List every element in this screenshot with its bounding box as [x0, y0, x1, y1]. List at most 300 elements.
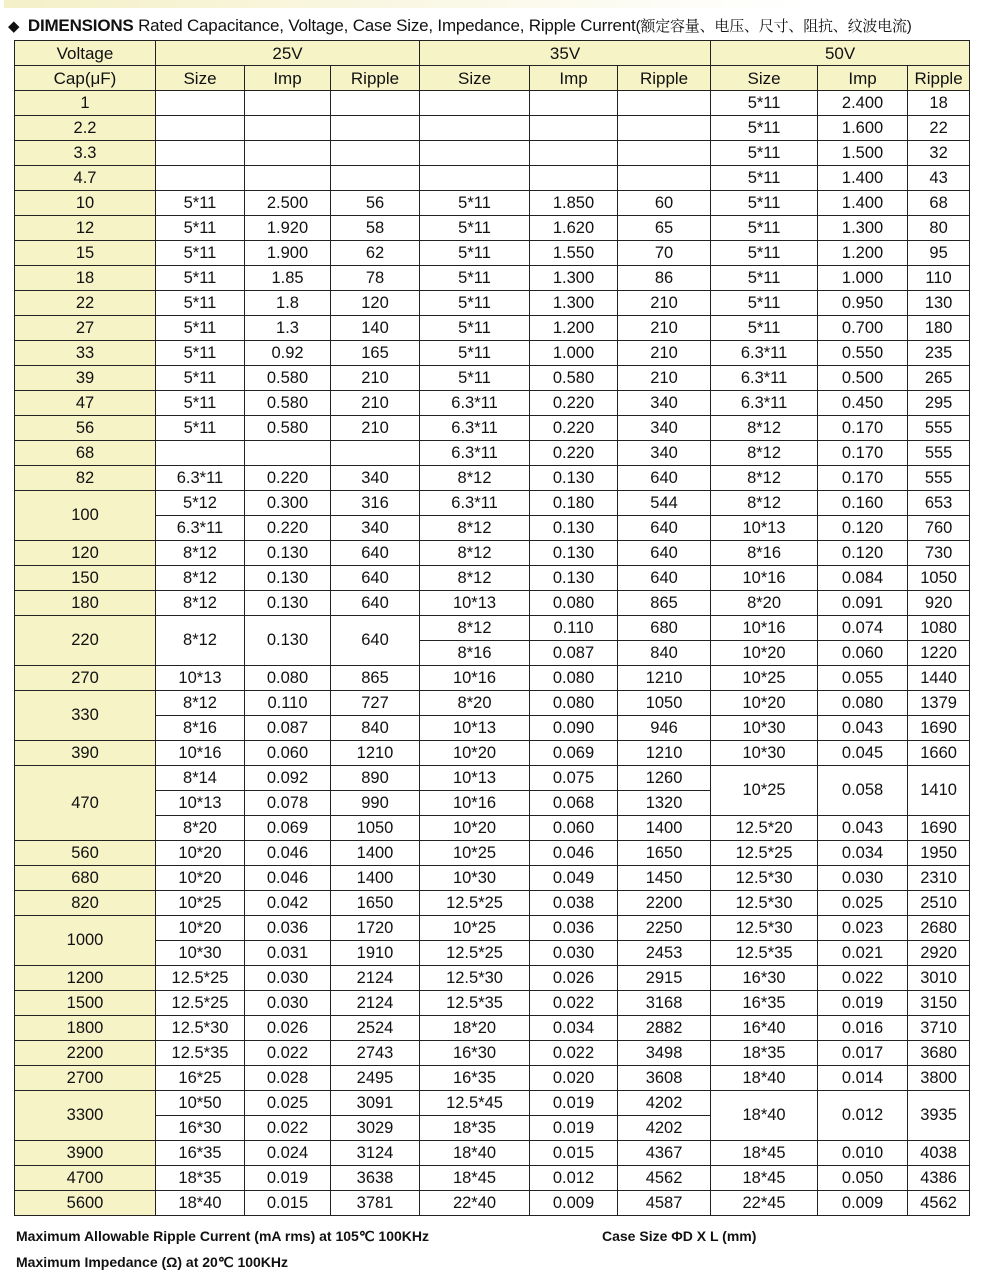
v35-ripple-cell [618, 141, 711, 166]
capacitance-cell: 15 [15, 241, 156, 266]
v35-ripple-cell: 3498 [618, 1041, 711, 1066]
v50-ripple-cell: 2310 [908, 866, 970, 891]
v35-ripple-cell: 544 [618, 491, 711, 516]
col-size: Size [156, 66, 245, 91]
v25-ripple-cell: 1400 [331, 866, 420, 891]
v25-ripple-cell: 58 [331, 216, 420, 241]
col-ripple: Ripple [618, 66, 711, 91]
v50-ripple-cell: 3010 [908, 966, 970, 991]
v25-imp-cell: 0.110 [245, 691, 331, 716]
v50-size-cell: 18*40 [711, 1066, 818, 1091]
v50-ripple-cell: 2510 [908, 891, 970, 916]
v35-imp-cell: 0.009 [530, 1191, 618, 1216]
v50-size-cell: 18*45 [711, 1141, 818, 1166]
v50-imp-cell: 0.091 [818, 591, 908, 616]
v50-ripple-cell: 130 [908, 291, 970, 316]
table-row [15, 941, 970, 966]
v25-size-cell: 5*11 [156, 291, 245, 316]
v25-ripple-cell: 840 [331, 716, 420, 741]
v25-imp-cell: 0.022 [245, 1116, 331, 1141]
v35-imp-cell: 0.049 [530, 866, 618, 891]
table-row [15, 141, 970, 166]
v25-ripple-cell: 56 [331, 191, 420, 216]
table-row [15, 416, 970, 441]
v50-size-cell: 5*11 [711, 266, 818, 291]
capacitance-cell: 2.2 [15, 116, 156, 141]
v25-imp-cell: 0.028 [245, 1066, 331, 1091]
table-row [15, 866, 970, 891]
v50-size-cell: 8*12 [711, 441, 818, 466]
v35-size-cell: 12.5*35 [420, 991, 530, 1016]
v35-ripple-cell: 4587 [618, 1191, 711, 1216]
v35-ripple-cell: 4367 [618, 1141, 711, 1166]
v35-imp-cell: 0.110 [530, 616, 618, 641]
v35-imp-cell: 0.034 [530, 1016, 618, 1041]
capacitance-cell: 1000 [15, 916, 156, 966]
v50-imp-cell: 0.016 [818, 1016, 908, 1041]
table-row [15, 741, 970, 766]
v50-ripple-cell: 1690 [908, 716, 970, 741]
v25-imp-cell: 0.130 [245, 591, 331, 616]
v35-ripple-cell: 640 [618, 466, 711, 491]
capacitance-cell: 1200 [15, 966, 156, 991]
v25-imp-cell: 0.060 [245, 741, 331, 766]
v35-imp-cell: 0.046 [530, 841, 618, 866]
v25-imp-cell: 0.046 [245, 841, 331, 866]
v25-size-cell: 5*11 [156, 216, 245, 241]
v35-ripple-cell [618, 116, 711, 141]
v25-ripple-cell: 120 [331, 291, 420, 316]
v50-imp-cell: 0.019 [818, 991, 908, 1016]
v35-size-cell: 8*20 [420, 691, 530, 716]
v25-size-cell: 12.5*30 [156, 1016, 245, 1041]
v25-size-cell: 16*35 [156, 1141, 245, 1166]
v35-imp-cell: 0.220 [530, 416, 618, 441]
col-imp: Imp [245, 66, 331, 91]
v35-size-cell: 5*11 [420, 341, 530, 366]
v25-size-cell: 5*11 [156, 391, 245, 416]
table-row [15, 991, 970, 1016]
v50-ripple-cell: 1440 [908, 666, 970, 691]
v50-imp-cell: 0.023 [818, 916, 908, 941]
v50-ripple-cell: 1220 [908, 641, 970, 666]
v25-size-cell: 12.5*35 [156, 1041, 245, 1066]
v25-ripple-cell: 3638 [331, 1166, 420, 1191]
v50-imp-cell: 2.400 [818, 91, 908, 116]
v35-imp-cell: 1.850 [530, 191, 618, 216]
v35-ripple-cell [618, 166, 711, 191]
v50-ripple-cell: 32 [908, 141, 970, 166]
v50-imp-cell: 1.600 [818, 116, 908, 141]
capacitance-cell: 330 [15, 691, 156, 741]
table-row [15, 466, 970, 491]
v50-size-cell: 5*11 [711, 191, 818, 216]
v35-ripple-cell: 210 [618, 366, 711, 391]
table-row [15, 891, 970, 916]
v50-ripple-cell: 1950 [908, 841, 970, 866]
v35-size-cell: 8*12 [420, 616, 530, 641]
v35-size-cell: 6.3*11 [420, 391, 530, 416]
v35-size-cell: 12.5*25 [420, 891, 530, 916]
v50-ripple-cell: 1660 [908, 741, 970, 766]
capacitance-cell: 1800 [15, 1016, 156, 1041]
v50-imp-cell: 0.055 [818, 666, 908, 691]
v50-size-cell: 5*11 [711, 216, 818, 241]
v25-size-cell: 8*16 [156, 716, 245, 741]
v25-ripple-cell: 340 [331, 516, 420, 541]
v35-imp-cell: 0.022 [530, 1041, 618, 1066]
v35-size-cell: 8*12 [420, 541, 530, 566]
v35-ripple-cell: 1450 [618, 866, 711, 891]
v50-imp-cell: 1.400 [818, 166, 908, 191]
v35-size-cell: 5*11 [420, 266, 530, 291]
v35-size-cell: 16*35 [420, 1066, 530, 1091]
v25-ripple-cell: 165 [331, 341, 420, 366]
v50-ripple-cell: 18 [908, 91, 970, 116]
v50-size-cell: 5*11 [711, 166, 818, 191]
table-row [15, 541, 970, 566]
v50-ripple-cell: 235 [908, 341, 970, 366]
v50-ripple-cell: 3800 [908, 1066, 970, 1091]
table-row [15, 916, 970, 941]
capacitance-cell: 1500 [15, 991, 156, 1016]
v25-size-cell [156, 166, 245, 191]
v50-imp-cell: 1.200 [818, 241, 908, 266]
case-size-note: Case Size ΦD X L (mm) [602, 1228, 757, 1244]
v25-imp-cell: 0.042 [245, 891, 331, 916]
v50-size-cell: 10*30 [711, 741, 818, 766]
v35-size-cell: 22*40 [420, 1191, 530, 1216]
v35-imp-cell: 0.026 [530, 966, 618, 991]
v50-ripple-cell: 2680 [908, 916, 970, 941]
v25-imp-cell [245, 91, 331, 116]
ripple-note: Maximum Allowable Ripple Current (mA rms) at 105℃ 100KHz [16, 1228, 430, 1244]
v35-imp-cell: 0.075 [530, 766, 618, 791]
capacitance-cell: 10 [15, 191, 156, 216]
v35-size-cell: 6.3*11 [420, 491, 530, 516]
v25-ripple-cell: 1650 [331, 891, 420, 916]
v50-ripple-cell: 22 [908, 116, 970, 141]
v25-size-cell: 18*35 [156, 1166, 245, 1191]
v35-imp-cell: 0.060 [530, 816, 618, 841]
v50-imp-cell: 0.170 [818, 441, 908, 466]
v35-ripple-cell: 65 [618, 216, 711, 241]
v35-imp-cell: 1.000 [530, 341, 618, 366]
v25-imp-cell: 0.130 [245, 616, 331, 666]
v25-imp-cell: 0.078 [245, 791, 331, 816]
v25-imp-cell: 0.087 [245, 716, 331, 741]
table-row [15, 166, 970, 191]
v35-size-cell: 10*20 [420, 741, 530, 766]
capacitance-cell: 470 [15, 766, 156, 841]
v35-size-cell: 10*25 [420, 916, 530, 941]
col-ripple: Ripple [908, 66, 970, 91]
v50-size-cell: 8*12 [711, 416, 818, 441]
v50-imp-cell: 0.014 [818, 1066, 908, 1091]
v35-size-cell: 10*25 [420, 841, 530, 866]
v35-ripple-cell: 210 [618, 291, 711, 316]
title-highlight [4, 0, 804, 8]
v25-size-cell: 5*11 [156, 241, 245, 266]
v25-imp-cell: 0.015 [245, 1191, 331, 1216]
v25-imp-cell: 0.092 [245, 766, 331, 791]
v25-ripple-cell: 3124 [331, 1141, 420, 1166]
diamond-icon: ◆ [8, 18, 20, 35]
table-row [15, 266, 970, 291]
v25-ripple-cell: 1400 [331, 841, 420, 866]
v25-ripple-cell: 990 [331, 791, 420, 816]
v35-ripple-cell [618, 91, 711, 116]
v35-ripple-cell: 1210 [618, 666, 711, 691]
v35-size-cell: 5*11 [420, 316, 530, 341]
table-row [15, 666, 970, 691]
title-chinese: (额定容量、电压、尺寸、阻抗、纹波电流) [635, 18, 912, 35]
title-bold: DIMENSIONS [27, 16, 134, 35]
v25-ripple-cell [331, 441, 420, 466]
v50-size-cell: 10*20 [711, 641, 818, 666]
v50-size-cell: 8*16 [711, 541, 818, 566]
v25-ripple-cell: 2524 [331, 1016, 420, 1041]
v50-imp-cell: 1.400 [818, 191, 908, 216]
v50-imp-cell: 0.060 [818, 641, 908, 666]
v25-size-cell: 8*20 [156, 816, 245, 841]
v50-ripple-cell: 43 [908, 166, 970, 191]
v35-ripple-cell: 4202 [618, 1091, 711, 1116]
v25-ripple-cell [331, 91, 420, 116]
capacitance-cell: 27 [15, 316, 156, 341]
v25-size-cell: 10*30 [156, 941, 245, 966]
v50-imp-cell: 0.170 [818, 466, 908, 491]
v35-ripple-cell: 2882 [618, 1016, 711, 1041]
v35-imp-cell: 1.550 [530, 241, 618, 266]
v35-imp-cell: 0.130 [530, 466, 618, 491]
v50-ripple-cell: 3935 [908, 1091, 970, 1141]
v25-imp-cell: 0.069 [245, 816, 331, 841]
v25-ripple-cell: 727 [331, 691, 420, 716]
v25-size-cell: 18*40 [156, 1191, 245, 1216]
v50-imp-cell: 0.030 [818, 866, 908, 891]
col-size: Size [420, 66, 530, 91]
v50-ripple-cell: 760 [908, 516, 970, 541]
impedance-note: Maximum Impedance (Ω) at 20℃ 100KHz [16, 1254, 289, 1270]
table-row [15, 1091, 970, 1116]
col-imp: Imp [530, 66, 618, 91]
v50-size-cell: 5*11 [711, 116, 818, 141]
table-row [15, 1041, 970, 1066]
v35-ripple-cell: 1210 [618, 741, 711, 766]
v35-size-cell: 6.3*11 [420, 441, 530, 466]
v35-ripple-cell: 60 [618, 191, 711, 216]
capacitance-cell: 82 [15, 466, 156, 491]
v25-imp-cell: 0.025 [245, 1091, 331, 1116]
voltage-50v: 50V [711, 41, 970, 66]
v50-imp-cell: 0.050 [818, 1166, 908, 1191]
col-imp: Imp [818, 66, 908, 91]
v50-size-cell: 10*30 [711, 716, 818, 741]
v25-imp-cell: 0.220 [245, 466, 331, 491]
v25-imp-cell: 1.8 [245, 291, 331, 316]
v50-size-cell: 10*20 [711, 691, 818, 716]
v25-size-cell: 5*12 [156, 491, 245, 516]
title-text: Rated Capacitance, Voltage, Case Size, Impedance, Ripple Current [138, 16, 636, 35]
v35-ripple-cell: 2250 [618, 916, 711, 941]
v50-size-cell: 10*25 [711, 766, 818, 816]
v50-ripple-cell: 295 [908, 391, 970, 416]
table-body [15, 91, 970, 1216]
v25-size-cell: 5*11 [156, 416, 245, 441]
v25-ripple-cell: 3781 [331, 1191, 420, 1216]
v35-imp-cell: 0.220 [530, 441, 618, 466]
v50-imp-cell: 0.045 [818, 741, 908, 766]
col-ripple: Ripple [331, 66, 420, 91]
table-row [15, 1141, 970, 1166]
v25-imp-cell: 1.85 [245, 266, 331, 291]
v35-imp-cell: 0.130 [530, 541, 618, 566]
v35-size-cell [420, 141, 530, 166]
v25-size-cell: 5*11 [156, 366, 245, 391]
v35-size-cell: 8*12 [420, 516, 530, 541]
voltage-label: Voltage [15, 41, 156, 66]
v35-size-cell: 8*16 [420, 641, 530, 666]
v50-size-cell: 16*30 [711, 966, 818, 991]
v25-ripple-cell [331, 166, 420, 191]
v25-imp-cell: 0.022 [245, 1041, 331, 1066]
v50-imp-cell: 0.021 [818, 941, 908, 966]
v25-size-cell: 8*12 [156, 591, 245, 616]
v50-size-cell: 8*12 [711, 466, 818, 491]
v50-size-cell: 12.5*30 [711, 916, 818, 941]
v50-size-cell: 5*11 [711, 241, 818, 266]
v25-size-cell: 12.5*25 [156, 991, 245, 1016]
v35-ripple-cell: 640 [618, 516, 711, 541]
v25-size-cell: 10*50 [156, 1091, 245, 1116]
v35-imp-cell: 0.022 [530, 991, 618, 1016]
v35-imp-cell: 0.019 [530, 1116, 618, 1141]
v35-imp-cell: 0.012 [530, 1166, 618, 1191]
table-row [15, 1191, 970, 1216]
v25-imp-cell: 0.026 [245, 1016, 331, 1041]
v50-size-cell: 8*20 [711, 591, 818, 616]
v25-ripple-cell: 1050 [331, 816, 420, 841]
table-row [15, 191, 970, 216]
capacitance-cell: 120 [15, 541, 156, 566]
v50-size-cell: 12.5*20 [711, 816, 818, 841]
v25-size-cell: 10*16 [156, 741, 245, 766]
table-row [15, 766, 970, 791]
v50-size-cell: 10*16 [711, 566, 818, 591]
v35-imp-cell: 0.030 [530, 941, 618, 966]
v50-size-cell: 12.5*35 [711, 941, 818, 966]
v25-ripple-cell: 640 [331, 541, 420, 566]
table-row [15, 91, 970, 116]
v35-ripple-cell: 340 [618, 441, 711, 466]
v50-size-cell: 5*11 [711, 291, 818, 316]
v35-imp-cell: 0.080 [530, 591, 618, 616]
v50-ripple-cell: 68 [908, 191, 970, 216]
v35-size-cell: 12.5*45 [420, 1091, 530, 1116]
capacitance-cell: 560 [15, 841, 156, 866]
v35-ripple-cell: 2915 [618, 966, 711, 991]
capacitance-cell: 18 [15, 266, 156, 291]
v25-ripple-cell: 1720 [331, 916, 420, 941]
v35-ripple-cell: 840 [618, 641, 711, 666]
v50-size-cell: 8*12 [711, 491, 818, 516]
dimensions-table [14, 40, 970, 1216]
v50-imp-cell: 0.160 [818, 491, 908, 516]
table-row [15, 1016, 970, 1041]
capacitance-cell: 39 [15, 366, 156, 391]
v35-ripple-cell: 70 [618, 241, 711, 266]
v50-ripple-cell: 4562 [908, 1191, 970, 1216]
voltage-35v: 35V [420, 41, 711, 66]
v50-size-cell: 10*25 [711, 666, 818, 691]
v25-ripple-cell: 78 [331, 266, 420, 291]
v35-imp-cell [530, 91, 618, 116]
v50-ripple-cell: 555 [908, 441, 970, 466]
v35-size-cell [420, 116, 530, 141]
v35-ripple-cell: 4202 [618, 1116, 711, 1141]
capacitance-cell: 47 [15, 391, 156, 416]
v50-imp-cell: 0.080 [818, 691, 908, 716]
v50-size-cell: 12.5*25 [711, 841, 818, 866]
v25-ripple-cell [331, 116, 420, 141]
v50-imp-cell: 1.000 [818, 266, 908, 291]
v50-size-cell: 6.3*11 [711, 391, 818, 416]
v35-imp-cell [530, 116, 618, 141]
v50-size-cell: 10*16 [711, 616, 818, 641]
v35-imp-cell: 0.080 [530, 691, 618, 716]
v35-ripple-cell: 1320 [618, 791, 711, 816]
v50-size-cell: 10*13 [711, 516, 818, 541]
v25-ripple-cell: 210 [331, 391, 420, 416]
v50-size-cell: 16*35 [711, 991, 818, 1016]
v25-size-cell: 6.3*11 [156, 466, 245, 491]
v25-ripple-cell: 2495 [331, 1066, 420, 1091]
v25-ripple-cell: 1910 [331, 941, 420, 966]
v50-imp-cell: 0.012 [818, 1091, 908, 1141]
v50-imp-cell: 0.034 [818, 841, 908, 866]
v25-ripple-cell: 865 [331, 666, 420, 691]
v50-ripple-cell: 555 [908, 466, 970, 491]
v25-size-cell: 8*12 [156, 616, 245, 666]
table-row [15, 1066, 970, 1091]
v35-size-cell: 6.3*11 [420, 416, 530, 441]
table-row [15, 691, 970, 716]
v50-ripple-cell: 1080 [908, 616, 970, 641]
v35-size-cell: 12.5*30 [420, 966, 530, 991]
v25-imp-cell: 0.030 [245, 966, 331, 991]
table-row [15, 391, 970, 416]
v35-size-cell: 10*20 [420, 816, 530, 841]
v25-ripple-cell: 3091 [331, 1091, 420, 1116]
v50-ripple-cell: 180 [908, 316, 970, 341]
v35-size-cell: 16*30 [420, 1041, 530, 1066]
v50-size-cell: 18*40 [711, 1091, 818, 1141]
v50-size-cell: 6.3*11 [711, 341, 818, 366]
table-row [15, 491, 970, 516]
table-row [15, 816, 970, 841]
v25-size-cell: 8*12 [156, 541, 245, 566]
v50-ripple-cell: 110 [908, 266, 970, 291]
cap-label: Cap(μF) [15, 66, 156, 91]
v35-size-cell [420, 166, 530, 191]
v35-imp-cell: 0.180 [530, 491, 618, 516]
v35-size-cell: 18*45 [420, 1166, 530, 1191]
v50-imp-cell: 0.022 [818, 966, 908, 991]
v35-size-cell [420, 91, 530, 116]
col-size: Size [711, 66, 818, 91]
v25-ripple-cell: 1210 [331, 741, 420, 766]
